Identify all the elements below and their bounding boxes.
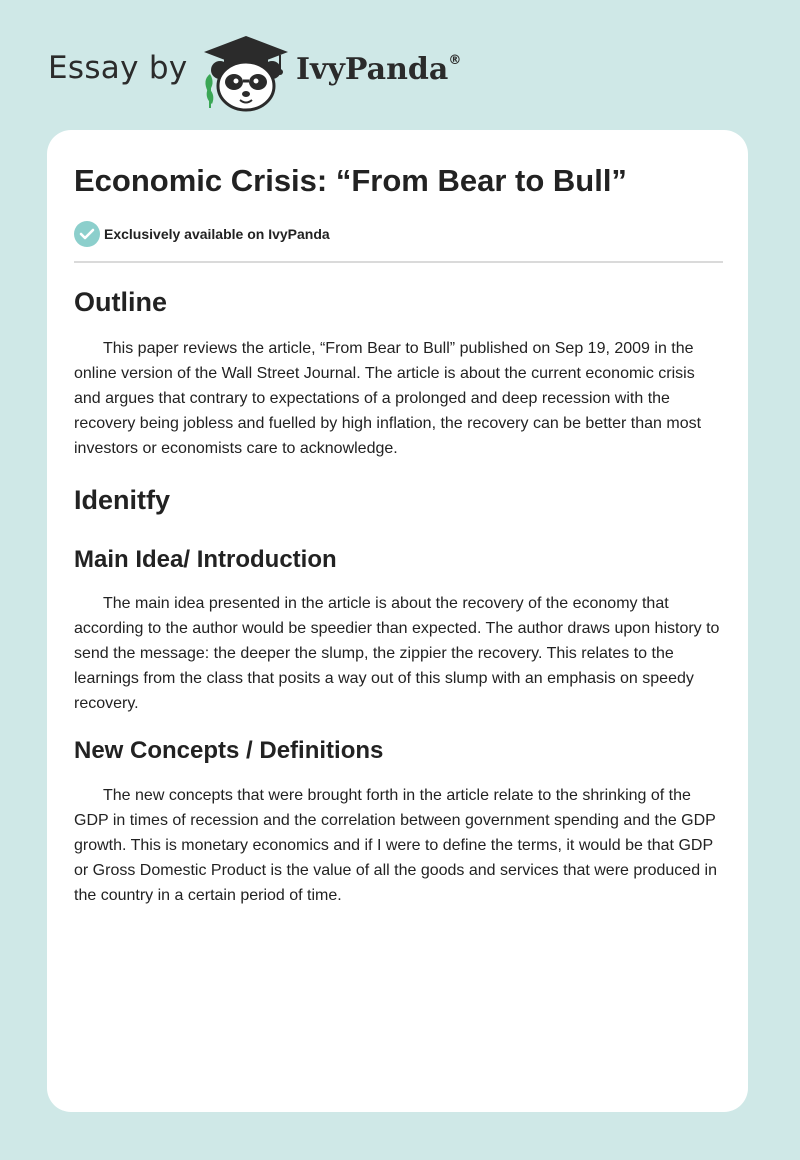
paragraph-outline: This paper reviews the article, “From Bear to Bull” published on Sep 19, 2009 in the online version of the Wall Street Journal. The article is about the current economic crisis and argues that contrary to expectations of a prolonged and deep recession with the recovery being jobless and fuelled by high inflation, the recovery can be better than most investors or economists care to acknowledge. [74, 340, 702, 457]
paragraph-new-concepts: The new concepts that were brought forth in the article relate to the shrinking of the GDP in times of recession and the correlation between government spending and the GDP growth. This is monetary economics and if I were to define the terms, it would be that GDP or Gross Domestic Product is the value of all the goods and services that were produced in the country in a certain period of time. [74, 787, 717, 904]
essay-body [74, 280, 723, 908]
section-heading-outline: Outline [74, 287, 167, 317]
page-title: Economic Crisis: “From Bear to Bull” [74, 163, 627, 198]
brand-name[interactable] [296, 52, 461, 87]
subsection-heading-new-concepts: New Concepts / Definitions [74, 737, 384, 764]
subsection-heading-main-idea: Main Idea/ Introduction [74, 546, 337, 573]
divider [74, 261, 723, 263]
badge-label: Exclusively available on IvyPanda [104, 226, 330, 242]
paragraph-main-idea: The main idea presented in the article is about the recovery of the economy that according to the author would be speedier than expected. The author draws upon history to send the message: the deeper the slump, the zippier the recovery. This relates to the learnings from the class that posits a way out of this slump with an emphasis on speedy recovery. [74, 595, 720, 712]
brand-text: IvyPanda [296, 52, 449, 87]
exclusive-badge [74, 221, 330, 247]
site-header [48, 30, 548, 114]
registered-mark: ® [448, 53, 462, 68]
section-heading-identify: Idenitfy [74, 485, 171, 515]
essay-card [47, 130, 748, 1112]
essay-by-label: Essay by [48, 50, 188, 86]
check-circle-icon [74, 221, 100, 247]
panda-logo-icon[interactable] [200, 30, 292, 112]
